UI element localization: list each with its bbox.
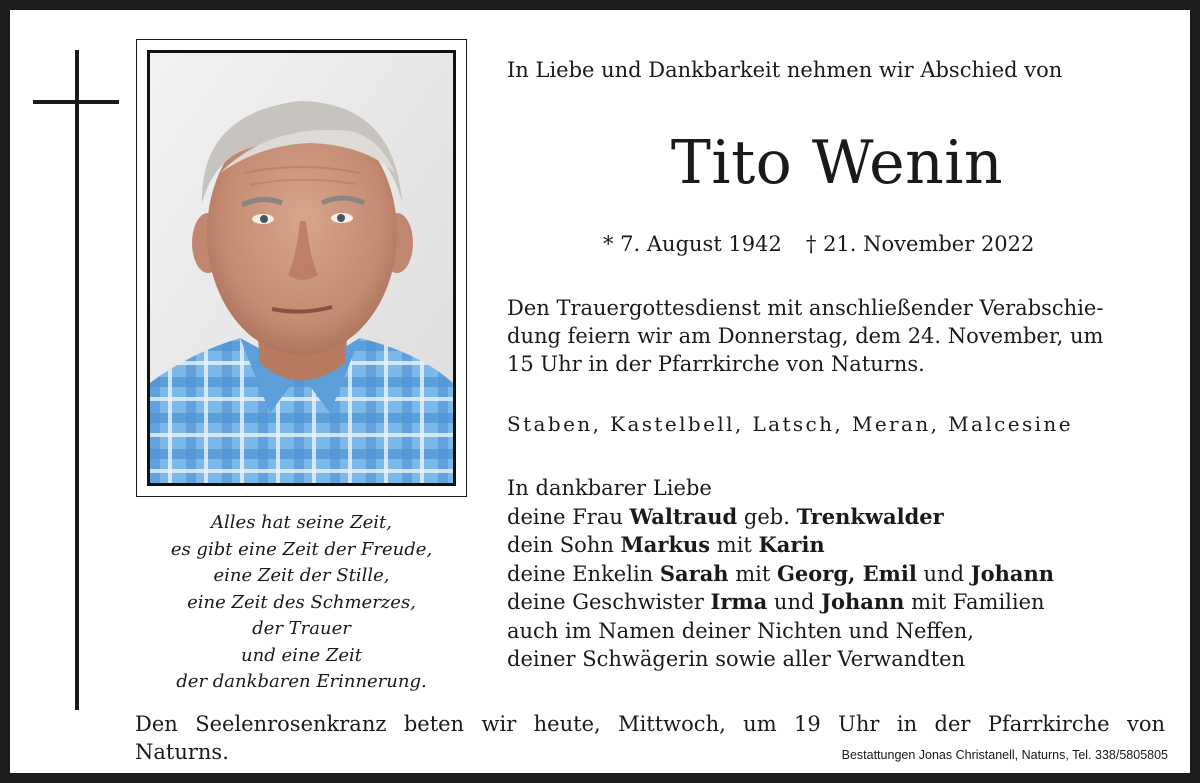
- memorial-quote: [136, 510, 467, 696]
- places-line: Staben, Kastelbell, Latsch, Meran, Malcesine: [507, 412, 1073, 436]
- cross-icon-horizontal: [33, 100, 119, 104]
- mourners-heading: In dankbarer Liebe: [507, 476, 712, 500]
- service-line: dung feiern wir am Donnerstag, dem 24. November, um: [507, 324, 1104, 348]
- cross-icon-vertical: [75, 50, 79, 710]
- mourner-relatives: deiner Schwägerin sowie aller Verwandten: [507, 647, 966, 671]
- quote-line: Alles hat seine Zeit,: [211, 512, 392, 533]
- life-dates: [603, 232, 1034, 256]
- mourner-grandchildren: deine Enkelin Sarah mit Georg, Emil und Johann: [507, 560, 1055, 586]
- portrait-photo: [147, 50, 456, 486]
- quote-line: der dankbaren Erinnerung.: [176, 671, 427, 692]
- quote-line: der Trauer: [252, 618, 351, 639]
- portrait-frame: [136, 39, 467, 497]
- mourner-wife: deine Frau Waltraud geb. Trenkwalder: [507, 503, 944, 529]
- quote-line: es gibt eine Zeit der Freude,: [170, 538, 433, 560]
- rosary-line: Naturns.: [135, 740, 229, 764]
- mourner-siblings: deine Geschwister Irma und Johann mit Familien: [507, 589, 1045, 614]
- quote-line: eine Zeit der Stille,: [213, 565, 390, 586]
- service-line: Den Trauergottesdienst mit anschließender Verabschie-: [507, 296, 1104, 320]
- mourner-nieces: auch im Namen deiner Nichten und Neffen,: [507, 618, 974, 643]
- obituary-notice: [10, 10, 1190, 773]
- service-line: 15 Uhr in der Pfarrkirche von Naturns.: [507, 352, 925, 376]
- funeral-service-text: [507, 294, 1172, 378]
- mourners-list: [507, 474, 1054, 674]
- rosary-line: Den Seelenrosenkranz beten wir heute, Mittwoch, um 19 Uhr in der Pfarrkirche von: [135, 712, 1165, 736]
- portrait-image: [150, 53, 453, 483]
- quote-line: eine Zeit des Schmerzes,: [187, 591, 416, 613]
- undertaker-credit: Bestattungen Jonas Christanell, Naturns, Tel. 338/5805805: [841, 748, 1168, 762]
- intro-line: In Liebe und Dankbarkeit nehmen wir Abschied von: [507, 58, 1063, 82]
- birth-date: * 7. August 1942: [603, 232, 782, 256]
- quote-line: und eine Zeit: [241, 644, 362, 666]
- deceased-name: Tito Wenin: [670, 128, 1004, 198]
- mourner-son: dein Sohn Markus mit Karin: [507, 532, 825, 557]
- death-date: † 21. November 2022: [805, 232, 1035, 256]
